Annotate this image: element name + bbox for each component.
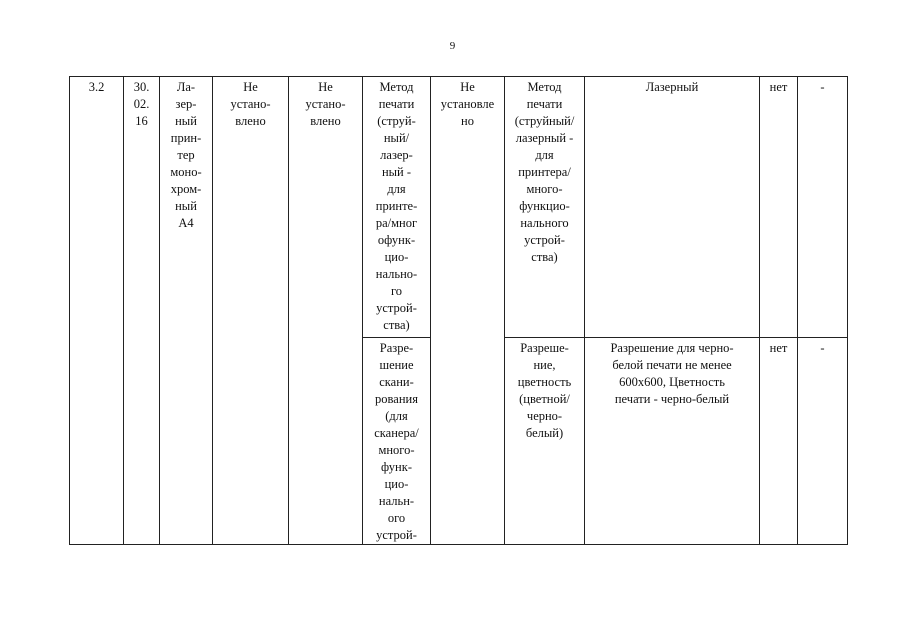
characteristic-value-cell: Разрешение для черно- белой печати не менее 600х600, Цветность печати - черно-белый — [585, 338, 760, 545]
page-number: 9 — [449, 40, 456, 52]
requirement-cell-3: Не установле но — [431, 77, 505, 545]
characteristic-name-cell-2: Метод печати (струйный/ лазерный - для принтера/ много- функцио- нального устрой- ства) — [505, 77, 585, 338]
characteristic-name-cell: Метод печати (струй- ный/ лазер- ный - для принте- ра/мног офунк- цио- нально- го устрой- ства) — [363, 77, 431, 338]
specification-table — [69, 76, 848, 545]
note-cell: - — [798, 77, 848, 338]
row-index-cell: 3.2 — [70, 77, 124, 545]
requirement-cell-2: Не устано- влено — [289, 77, 363, 545]
requirement-cell-1: Не устано- влено — [213, 77, 289, 545]
characteristic-value-cell: Лазерный — [585, 77, 760, 338]
flag-cell: нет — [760, 77, 798, 338]
table-row — [70, 77, 848, 338]
note-cell: - — [798, 338, 848, 545]
flag-cell: нет — [760, 338, 798, 545]
characteristic-name-cell-2: Разреше- ние, цветность (цветной/ черно- белый) — [505, 338, 585, 545]
okpd-code-cell: 30. 02. 16 — [124, 77, 160, 545]
characteristic-name-cell: Разре- шение скани- рования (для сканера/ много- функ- цио- нальн- ого устрой- — [363, 338, 431, 545]
product-name-cell: Ла- зер- ный прин- тер моно- хром- ный А4 — [160, 77, 213, 545]
